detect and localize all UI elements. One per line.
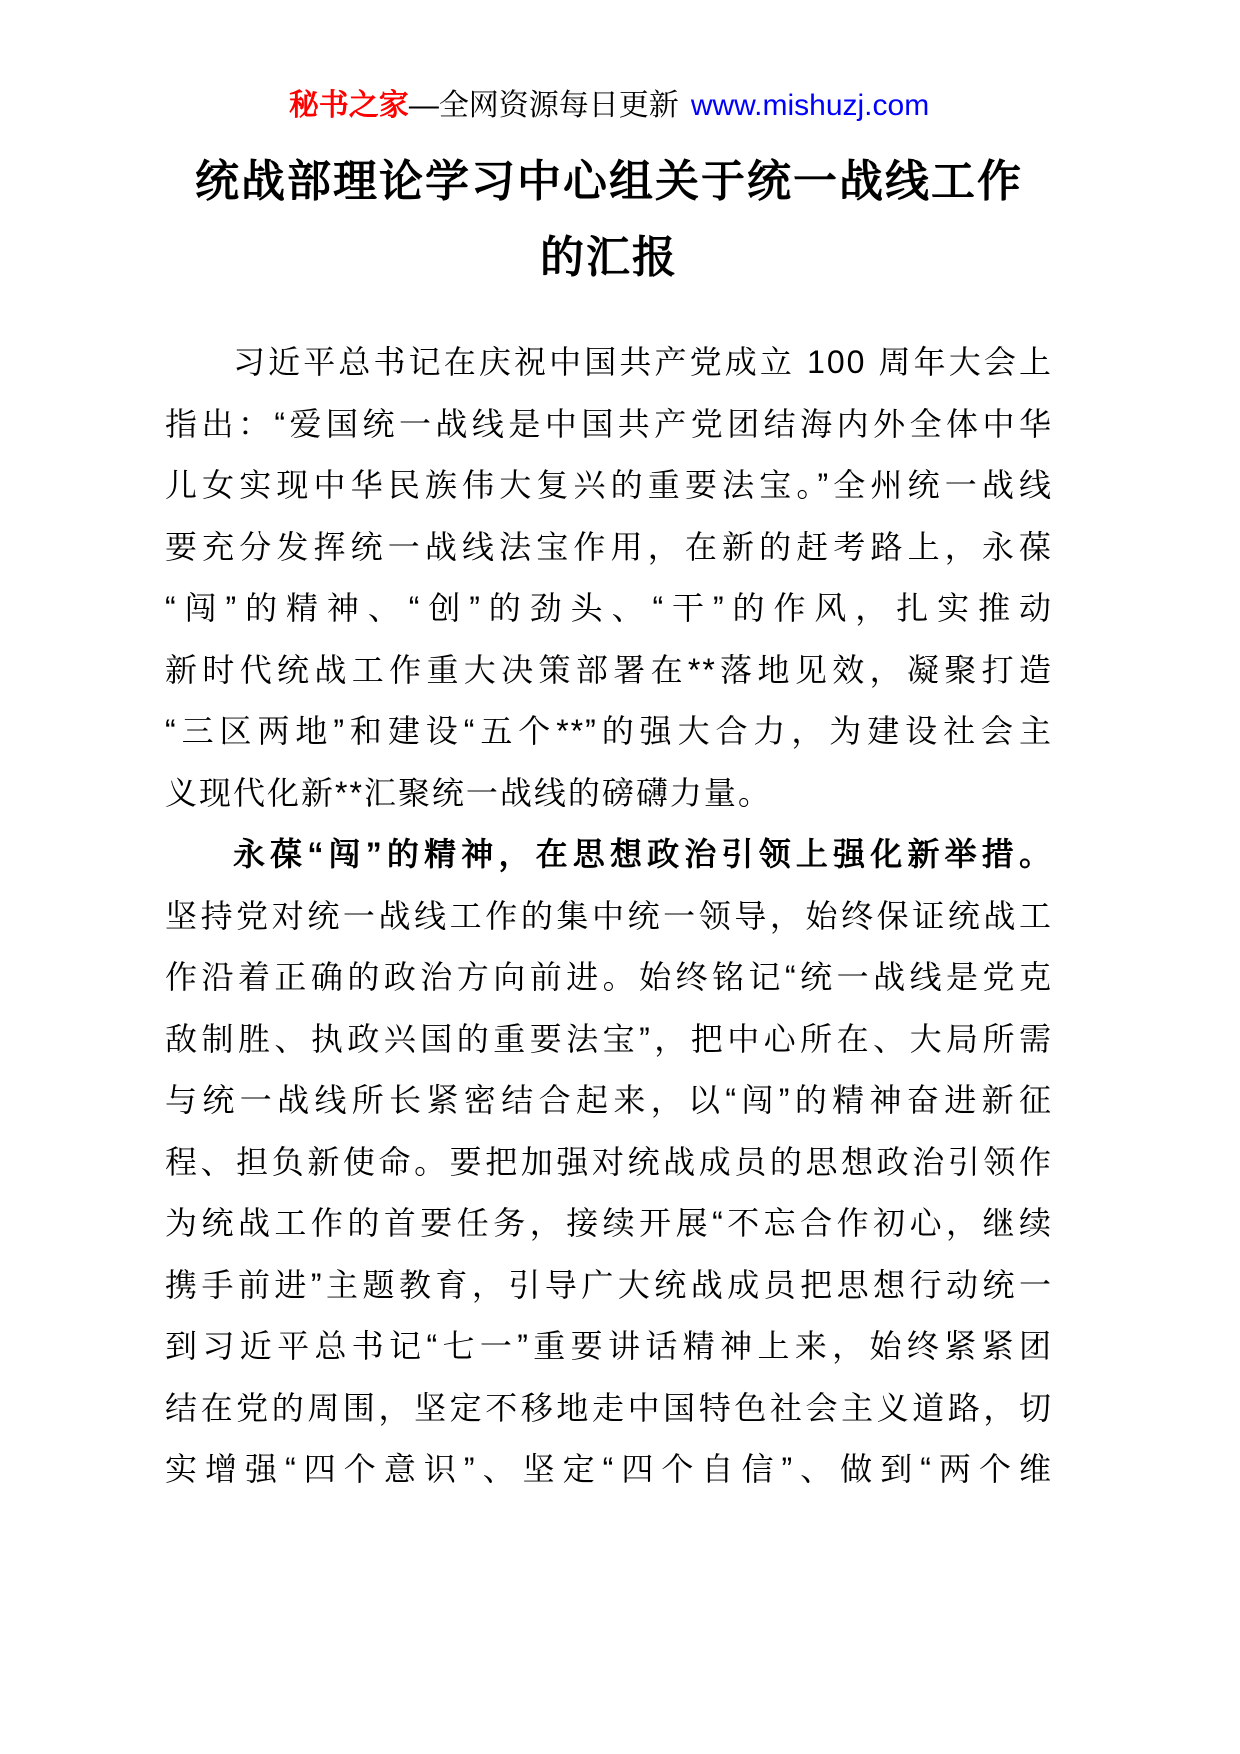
body-line: 义现代化新**汇聚统一战线的磅礴力量。: [165, 774, 772, 811]
body-line: 指出：“爱国统一战线是中国共产党团结海内外全体中华: [165, 405, 1053, 442]
body-line: 要充分发挥统一战线法宝作用，在新的赶考路上，永葆: [165, 528, 1053, 565]
header-tagline: 全网资源每日更新: [438, 89, 679, 122]
body-line: “三区两地”和建设“五个**”的强大合力，为建设社会主: [165, 713, 1053, 749]
document-title-line-2: 的汇报: [540, 233, 678, 282]
document-title-line-1: 统战部理论学习中心组关于统一战线工作: [195, 157, 1023, 206]
body-line: 程、担负新使命。要把加强对统战成员的思想政治引领作: [165, 1143, 1053, 1180]
body-line: 儿女实现中华民族伟大复兴的重要法宝。”全州统一战线: [165, 467, 1053, 503]
body-line: 坚持党对统一战线工作的集中统一领导，始终保证统战工: [165, 897, 1053, 934]
document-title: [165, 144, 1053, 296]
body-line: 新时代统战工作重大决策部署在**落地见效，凝聚打造: [165, 651, 1053, 688]
body-line: 结在党的周围，坚定不移地走中国特色社会主义道路，切: [165, 1389, 1053, 1426]
document-body: [165, 332, 1053, 1501]
brand-name: 秘书之家: [288, 89, 409, 122]
body-line: 为统战工作的首要任务，接续开展“不忘合作初心，继续: [165, 1205, 1053, 1241]
body-line: 到习近平总书记“七一”重要讲话精神上来，始终紧紧团: [165, 1328, 1053, 1364]
body-line: 敌制胜、执政兴国的重要法宝”，把中心所在、大局所需: [165, 1020, 1053, 1057]
body-line: 永葆“闯”的精神，在思想政治引领上强化新举措。: [233, 836, 1053, 872]
site-url: www.mishuzj.com: [690, 89, 930, 122]
body-line: 作沿着正确的政治方向前进。始终铭记“统一战线是党克: [165, 959, 1053, 995]
body-line: 实增强“四个意识”、坚定“四个自信”、做到“两个维: [165, 1451, 1053, 1487]
site-header: [165, 0, 1053, 126]
header-separator: —: [408, 89, 439, 122]
page-content: [165, 0, 1053, 1501]
body-line: 与统一战线所长紧密结合起来，以“闯”的精神奋进新征: [165, 1082, 1053, 1118]
body-line: “闯”的精神、“创”的劲头、“干”的作风，扎实推动: [165, 590, 1053, 626]
body-line: 习近平总书记在庆祝中国共产党成立 100 周年大会上: [233, 344, 1053, 380]
body-line: 携手前进”主题教育，引导广大统战成员把思想行动统一: [165, 1266, 1053, 1303]
